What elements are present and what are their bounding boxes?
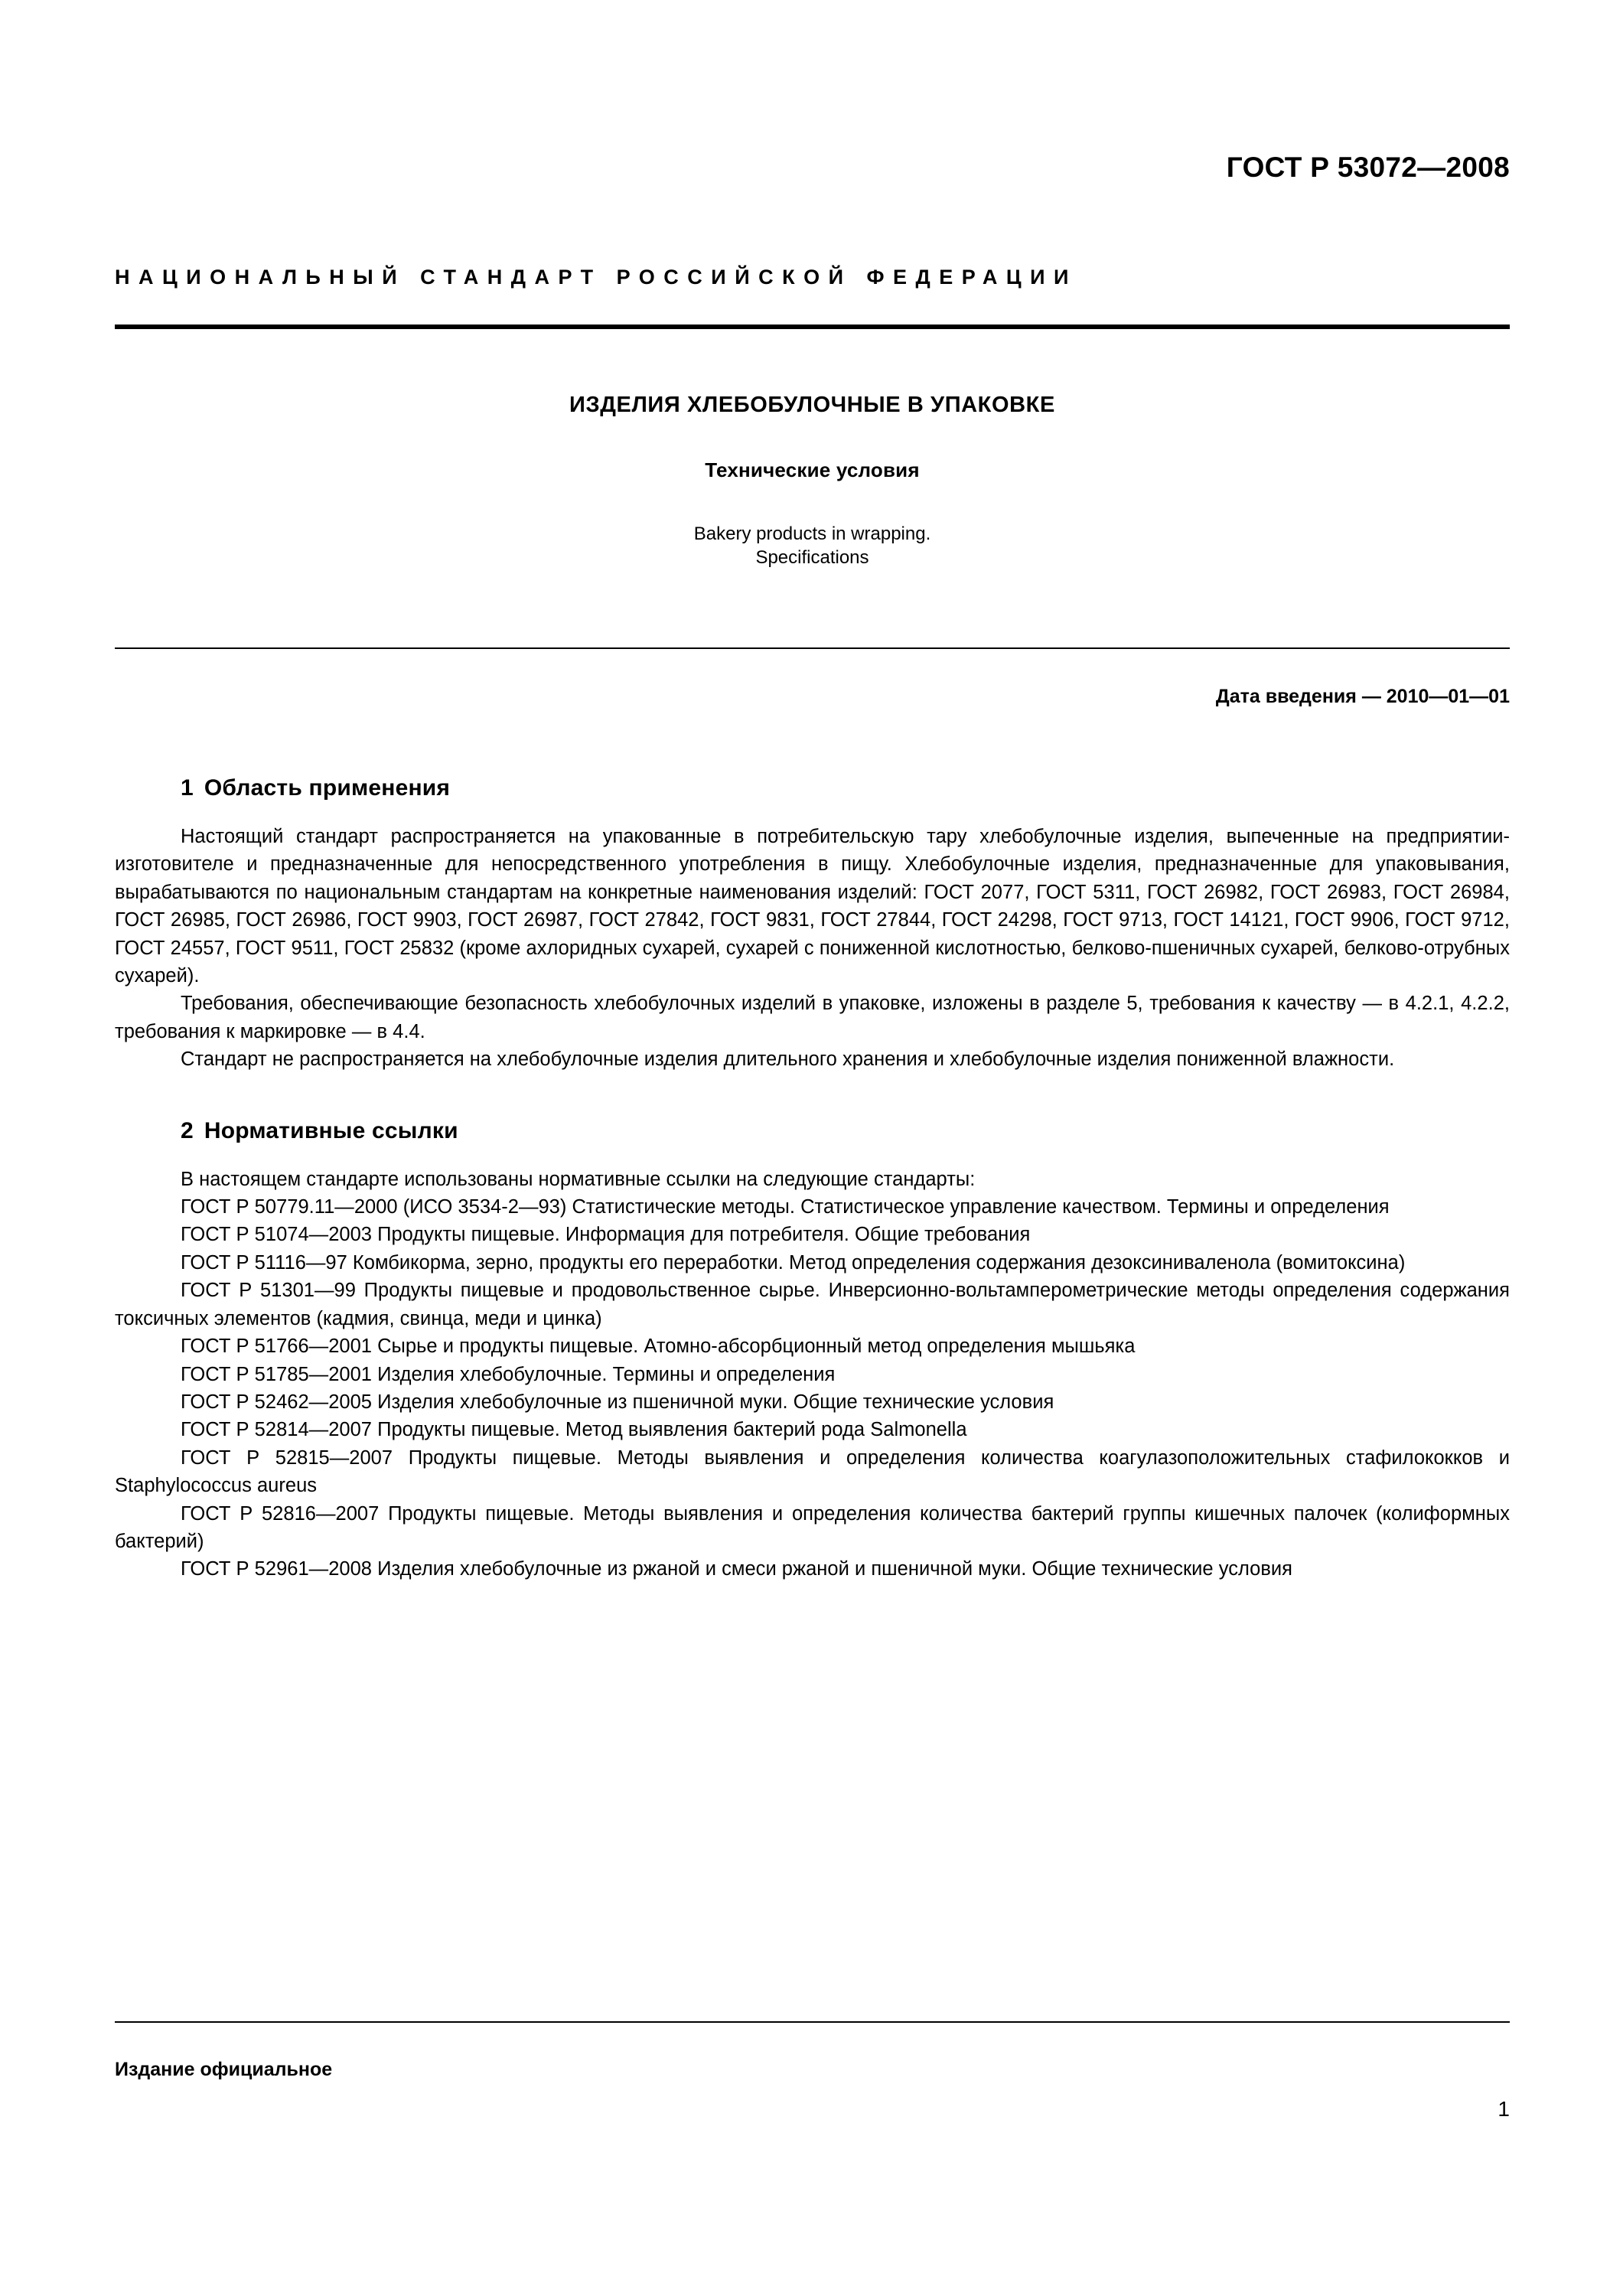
section-2-heading [115,1118,1510,1144]
section-1-title: Область применения [204,775,451,801]
section-1-paragraph-2: Требования, обеспечивающие безопасность хлебобулочных изделий в упаковке, изложены в разделе 5, требования к качеству — в 4.2.1, 4.2.2, требования к маркировке — в 4.4. [115,993,1510,1042]
document-body [115,775,1510,1583]
reference-item: ГОСТ Р 51785—2001 Изделия хлебобулочные. Термины и определения [181,1363,836,1385]
header-divider-rule [115,325,1510,329]
reference-item: ГОСТ Р 51766—2001 Сырье и продукты пищевые. Атомно-абсорбционный метод определения мышьяка [181,1336,1136,1358]
section-2-number: 2 [181,1117,194,1143]
reference-item: ГОСТ Р 51301—99 Продукты пищевые и продовольственное сырье. Инверсионно-вольтамперометрические методы определения содержания токсичных элементов (кадмия, свинца, меди и цинка) [115,1280,1510,1329]
official-edition-note: Издание официальное [115,2059,333,2080]
document-title-en [115,522,1510,570]
page-number: 1 [1498,2097,1510,2121]
section-1-number: 1 [181,775,194,801]
document-title-ru: ИЗДЕЛИЯ ХЛЕБОБУЛОЧНЫЕ В УПАКОВКЕ [569,393,1055,417]
reference-item: ГОСТ Р 50779.11—2000 (ИСО 3534-2—93) Статистические методы. Статистическое управление качеством. Термины и определения [181,1196,1390,1218]
reference-item: ГОСТ Р 52462—2005 Изделия хлебобулочные из пшеничной муки. Общие технические условия [181,1391,1054,1413]
document-title-en-line2: Specifications [755,547,869,569]
section-1-heading [115,775,1510,801]
document-subtitle-ru: Технические условия [705,458,920,481]
reference-item: ГОСТ Р 52814—2007 Продукты пищевые. Метод выявления бактерий рода Salmonella [181,1419,967,1441]
introduction-date: Дата введения — 2010—01—01 [1215,686,1510,707]
reference-item: ГОСТ Р 51074—2003 Продукты пищевые. Информация для потребителя. Общие требования [181,1224,1031,1246]
title-block [115,392,1510,570]
section-2-title: Нормативные ссылки [204,1117,458,1143]
reference-item: ГОСТ Р 52961—2008 Изделия хлебобулочные из ржаной и смеси ржаной и пшеничной муки. Общие технические условия [181,1558,1293,1580]
reference-item: ГОСТ Р 52815—2007 Продукты пищевые. Методы выявления и определения количества коагулазоположительных стафилококков и Staphylococcus aureus [115,1446,1510,1497]
document-number: ГОСТ Р 53072—2008 [1226,152,1510,183]
national-standard-line: НАЦИОНАЛЬНЫЙ СТАНДАРТ РОССИЙСКОЙ ФЕДЕРАЦИИ [115,266,1077,289]
section-2-lead-paragraph: В настоящем стандарте использованы нормативные ссылки на следующие стандарты: [181,1168,976,1190]
document-title-en-line1: Bakery products in wrapping. [693,523,931,544]
reference-item: ГОСТ Р 51116—97 Комбикорма, зерно, продукты его переработки. Метод определения содержания дезоксиниваленола (вомитоксина) [181,1251,1406,1274]
section-1-paragraph-3: Стандарт не распространяется на хлебобулочные изделия длительного хранения и хлебобулочные изделия пониженной влажности. [181,1049,1395,1071]
reference-item: ГОСТ Р 52816—2007 Продукты пищевые. Методы выявления и определения количества бактерий группы кишечных палочек (колиформных бактерий) [115,1502,1510,1552]
footer-divider-rule [115,2021,1510,2023]
section-1-paragraph-1: Настоящий стандарт распространяется на упакованные в потребительскую тару хлебобулочные изделия, выпеченные на предприятии-изготовителе и предназначенные для непосредственного употребления в пищу. Хлебобулочные изделия, предназначенные для упаковывания, вырабатываются по национальным стандартам на конкретные наименования изделий: ГОСТ 2077, ГОСТ 5311, ГОСТ 26982, ГОСТ 26983, ГОСТ 26984, ГОСТ 26985, ГОСТ 26986, ГОСТ 9903, ГОСТ 26987, ГОСТ 27842, ГОСТ 9831, ГОСТ 27844, ГОСТ 24298, ГОСТ 9713, ГОСТ 14121, ГОСТ 9906, ГОСТ 9712, ГОСТ 24557, ГОСТ 9511, ГОСТ 25832 (кроме ахлоридных сухарей, сухарей с пониженной кислотностью, белково-пшеничных сухарей, белково-отрубных сухарей). [115,826,1510,987]
section-spacer [115,1074,1510,1118]
title-divider-rule [115,647,1510,649]
